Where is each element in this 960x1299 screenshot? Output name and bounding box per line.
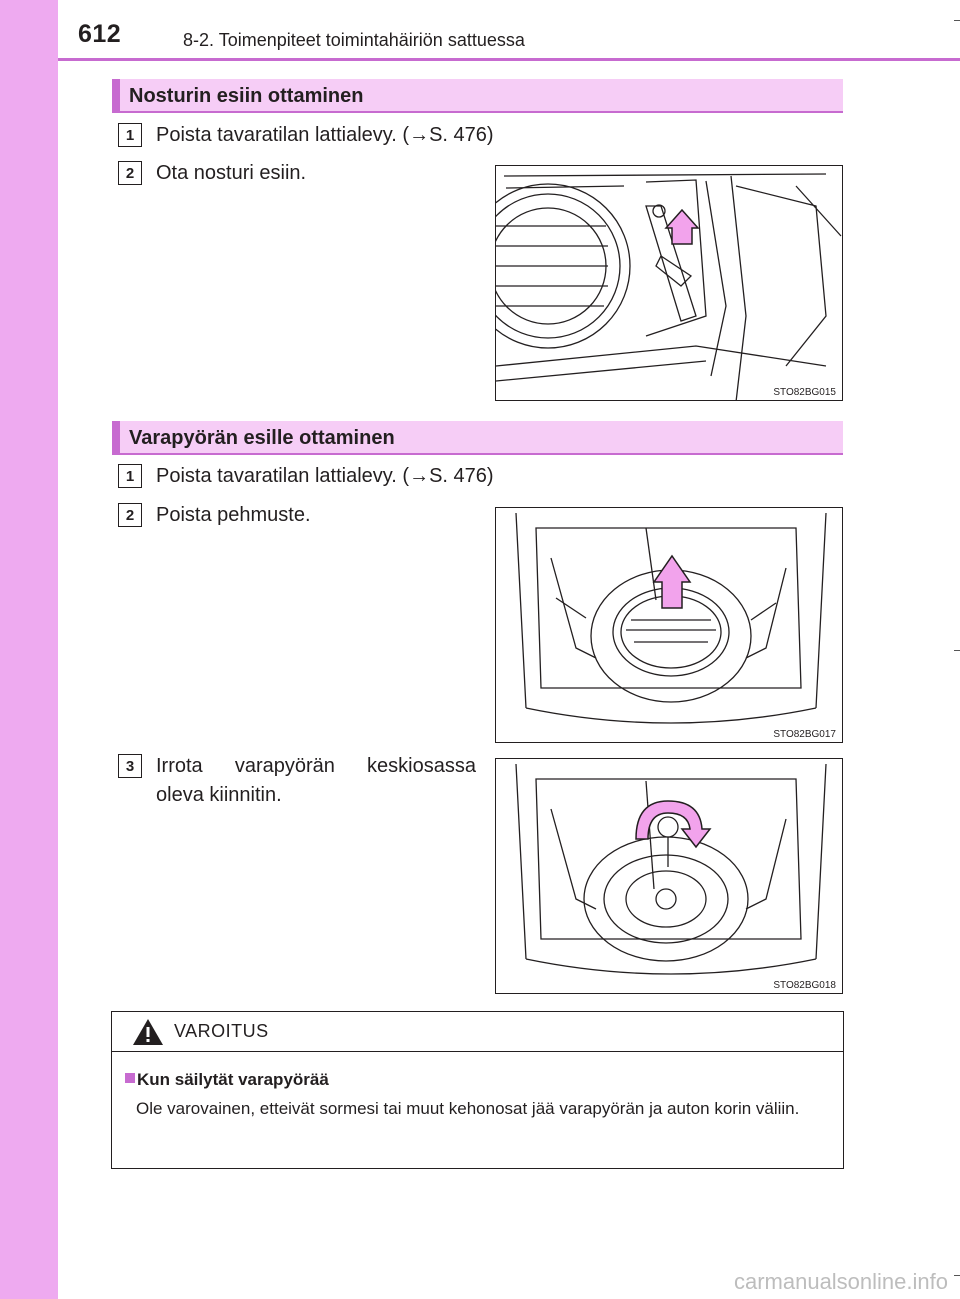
warning-box <box>111 1011 844 1169</box>
spare-wheel-illustration <box>496 759 843 994</box>
section-header-bar <box>112 421 120 453</box>
figure-jack-removal <box>495 165 843 401</box>
bullet-square-icon <box>125 1073 135 1083</box>
crop-mark <box>954 650 960 651</box>
step-number: 1 <box>118 123 142 147</box>
crop-mark <box>954 20 960 21</box>
section-header-spare <box>112 421 843 455</box>
step-number: 2 <box>118 161 142 185</box>
step-number: 3 <box>118 754 142 778</box>
page-reference: S. 476) <box>429 465 494 487</box>
warning-header <box>112 1012 843 1052</box>
step-text: Irrota varapyörän keskiosassa oleva kiinnitin. <box>156 755 476 806</box>
jack-illustration <box>496 166 843 401</box>
figure-code: STO82BG015 <box>773 387 836 398</box>
section-header-jack <box>112 79 843 113</box>
warning-subtitle: Kun säilytät varapyörää <box>137 1070 329 1089</box>
step-number: 1 <box>118 464 142 488</box>
figure-fastener-removal <box>495 758 843 994</box>
figure-code: STO82BG018 <box>773 980 836 991</box>
figure-cushion-removal <box>495 507 843 743</box>
page-reference: S. 476) <box>429 124 494 146</box>
warning-body: Ole varovainen, etteivät sormesi tai muut kehonosat jää varapyörän ja auton korin väliin. <box>136 1099 800 1118</box>
page-number: 612 <box>78 20 122 48</box>
step-text: Poista tavaratilan lattialevy. (→S. 476) <box>156 124 494 146</box>
reference-arrow-icon: → <box>409 124 430 146</box>
step-text: Poista pehmuste. <box>156 504 311 526</box>
step-text: Ota nosturi esiin. <box>156 162 307 184</box>
crop-mark <box>954 1275 960 1276</box>
figure-code: STO82BG017 <box>773 729 836 740</box>
step-number: 2 <box>118 503 142 527</box>
warning-title: VAROITUS <box>174 1021 269 1041</box>
header-rule <box>58 58 960 61</box>
sidebar-tab <box>0 0 58 1299</box>
reference-arrow-icon: → <box>409 465 430 487</box>
section-title: Varapyörän esille ottaminen <box>129 427 395 449</box>
chapter-title: 8-2. Toimenpiteet toimintahäiriön sattuessa <box>183 30 525 50</box>
watermark: carmanualsonline.info <box>733 1269 948 1294</box>
trunk-illustration <box>496 508 843 743</box>
section-title: Nosturin esiin ottaminen <box>129 85 364 107</box>
section-header-bar <box>112 79 120 111</box>
warning-triangle-icon <box>132 1018 164 1046</box>
step-text: Poista tavaratilan lattialevy. (→S. 476) <box>156 465 494 487</box>
